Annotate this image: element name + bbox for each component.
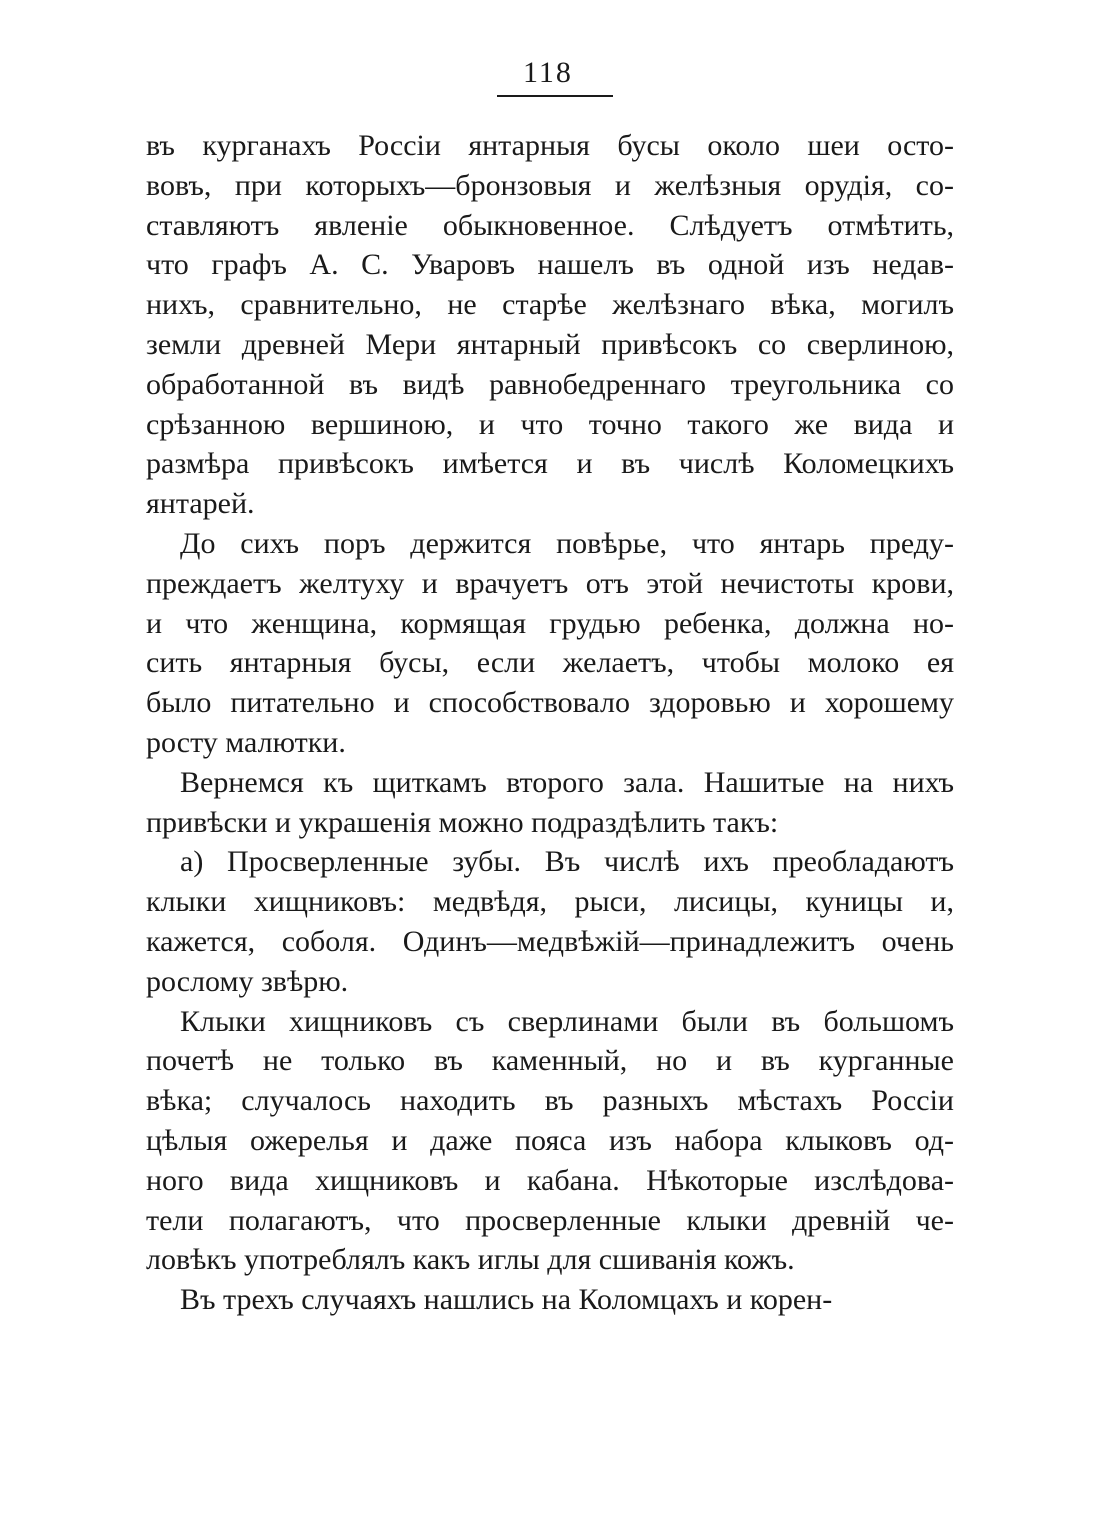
text-line: цѣлыя ожерелья и даже пояса изъ набора клыковъ од- <box>146 1123 954 1157</box>
text-line: въ курганахъ Россіи янтарныя бусы около шеи осто- <box>146 129 954 162</box>
text-line: нихъ, сравнительно, не старѣе желѣзнаго вѣка, могилъ <box>146 288 954 322</box>
body-text <box>146 126 954 1320</box>
paragraph <box>146 1280 954 1320</box>
text-line: Въ трехъ случаяхъ нашлись на Коломцахъ и корен- <box>180 1283 833 1317</box>
text-line: клыки хищниковъ: медвѣдя, рыси, лисицы, куницы и, <box>146 885 954 919</box>
text-line: и что женщина, кормящая грудью ребенка, должна но- <box>146 606 954 640</box>
text-line: что графъ А. С. Уваровъ нашелъ въ одной изъ недав- <box>146 248 954 282</box>
text-line: размѣра привѣсокъ имѣется и въ числѣ Коломецкихъ <box>146 447 954 481</box>
paragraph <box>146 842 954 1001</box>
text-line: Клыки хищниковъ съ сверлинами были въ большомъ <box>180 1004 954 1038</box>
text-line: кажется, соболя. Одинъ—медвѣжій—принадлежитъ очень <box>146 924 954 958</box>
text-line: преждаетъ желтуху и врачуетъ отъ этой нечистоты крови, <box>146 566 954 600</box>
text-line: ного вида хищниковъ и кабана. Нѣкоторые изслѣдова- <box>146 1163 954 1197</box>
text-line: росту малютки. <box>146 725 346 759</box>
text-line: сить янтарныя бусы, если желаетъ, чтобы молоко ея <box>146 646 954 680</box>
paragraph <box>146 126 954 524</box>
text-line: вѣка; случалось находить въ разныхъ мѣстахъ Россіи <box>146 1084 954 1118</box>
text-line: привѣски и украшенія можно подраздѣлить такъ: <box>146 805 779 839</box>
page-number: 118 <box>523 56 573 89</box>
text-line: срѣзанною вершиною, и что точно такого же вида и <box>146 407 954 441</box>
text-line: Вернемся къ щиткамъ второго зала. Нашитые на нихъ <box>180 765 954 799</box>
paragraph <box>146 763 954 843</box>
paragraph <box>146 1002 954 1281</box>
text-line: До сихъ поръ держится повѣрье, что янтарь преду- <box>180 526 954 560</box>
text-line: тели полагаютъ, что просверленные клыки древній че- <box>146 1203 954 1237</box>
text-line: а) Просверленные зубы. Въ числѣ ихъ преобладаютъ <box>180 845 954 879</box>
text-line: янтарей. <box>146 487 255 521</box>
page-number-rule <box>497 95 613 97</box>
text-line: обработанной въ видѣ равнобедреннаго треугольника со <box>146 367 954 401</box>
paragraph <box>146 524 954 763</box>
text-line: почетѣ не только въ каменный, но и въ курганные <box>146 1044 954 1078</box>
text-line: ставляютъ явленіе обыкновенное. Слѣдуетъ отмѣтить, <box>146 208 954 242</box>
text-line: было питательно и способствовало здоровью и хорошему <box>146 686 954 720</box>
text-line: земли древней Мери янтарный привѣсокъ со сверлиною, <box>146 327 954 361</box>
text-line: ловѣкъ употреблялъ какъ иглы для сшиванія кожъ. <box>146 1243 795 1277</box>
text-line: рослому звѣрю. <box>146 964 349 998</box>
text-line: вовъ, при которыхъ—бронзовыя и желѣзныя орудія, со- <box>146 168 954 202</box>
